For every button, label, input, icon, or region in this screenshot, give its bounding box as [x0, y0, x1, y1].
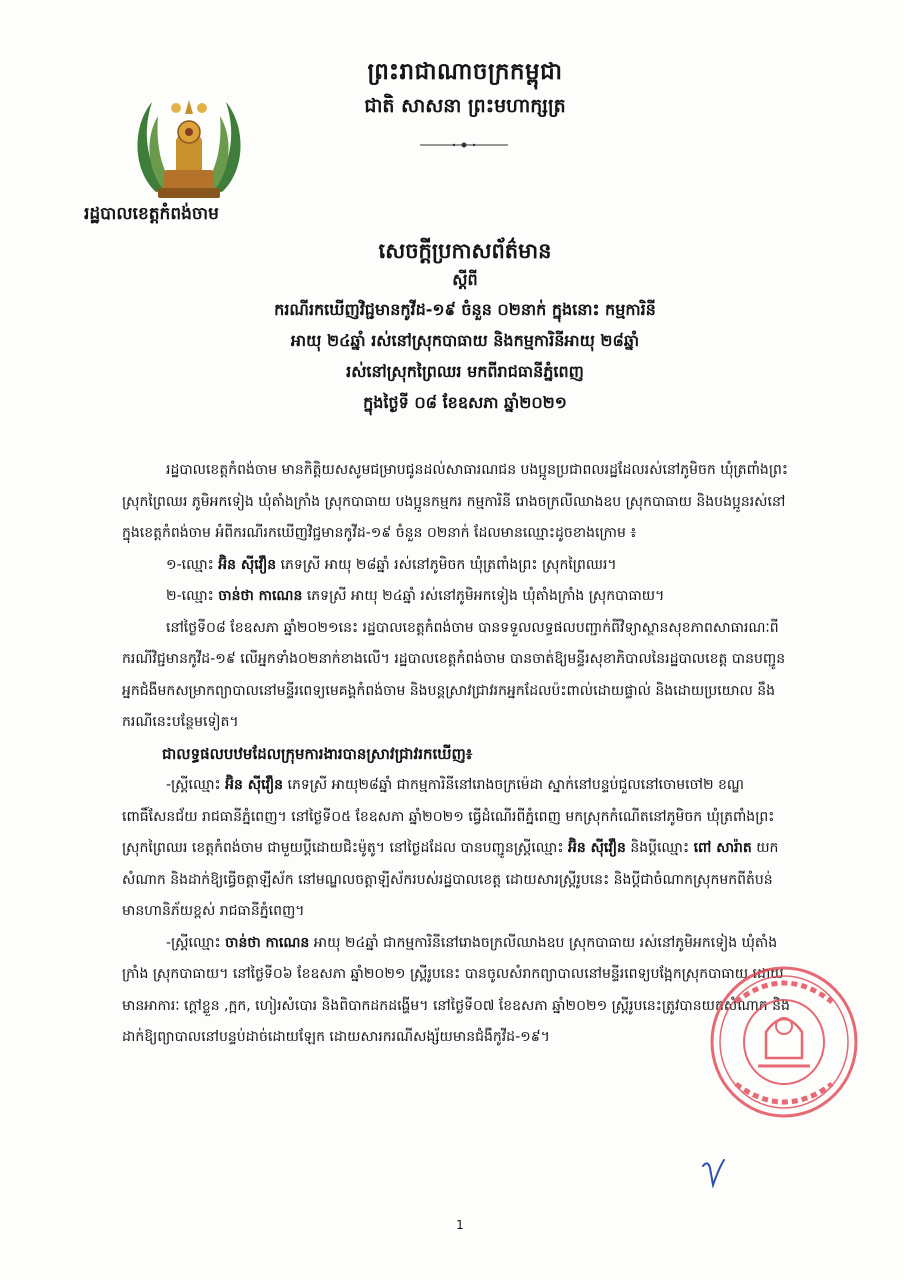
- findings-heading: ជាលទ្ធផលបឋមដែលក្រុមការងារបានស្រាវជ្រាវរកឃើញ៖: [162, 744, 473, 763]
- document-title-block: [140, 236, 790, 418]
- results-paragraph: នៅថ្ងៃទី០៨ ខែឧសភា ឆ្នាំ២០២១នេះ រដ្ឋបាលខេត្តកំពង់ចាម បានទទួលលទ្ធផលបញ្ជាក់ពីវិទ្យាស្ថានសុខភាពសាធារណៈពីករណីវិជ្ជមានកូវីដ-១៩ លើអ្នកទាំង០២នាក់ខាងលើ។ រដ្ឋបាលខេត្តកំពង់ចាម បានចាត់ឱ្យមន្ទីរសុខាភិបាលនៃរដ្ឋបាលខេត្ត បានបញ្ជូនអ្នកជំងឺមកសម្រាកព្យាបាលនៅមន្ទីរពេទ្យមេគង្គកំពង់ចាម និងបន្តស្រាវជ្រាវរកអ្នកដែលប៉ះពាល់ដោយផ្ទាល់ និងដោយប្រយោល នឹងករណីនេះបន្ថែមទៀត។: [122, 619, 786, 730]
- national-motto: ជាតិ សាសនា ព្រះមហាក្សត្រ: [364, 95, 566, 117]
- intro-paragraph: រដ្ឋបាលខេត្តកំពង់ចាម មានកិត្តិយសសូមជម្រាបជូនដល់សាធារណជន បងប្អូនប្រជាពលរដ្ឋដែលរស់នៅភូមិចក ឃុំត្រពាំងព្រះ ស្រុកព្រៃឈរ ភូមិអកទៀង ឃុំតាំងក្រាំង ស្រុកបាធាយ បងប្អូនកម្មករ កម្មការិនី រោងចក្រលីឈាងឧប ស្រុកបាធាយ និងបងប្អូនរស់នៅក្នុងខេត្តកំពង់ចាម អំពីករណីរកឃើញវិជ្ជមានកូវីដ-១៩ ចំនួន ០២នាក់ ដែលមានឈ្មោះដូចខាងក្រោម ៖: [122, 462, 789, 541]
- title-line: ករណីរកឃើញវិជ្ជមានកូវីដ-១៩ ចំនួន ០២នាក់ ក្នុងនោះ កម្មការិនី: [274, 300, 656, 319]
- case-name: ចាន់ថា កាណេន: [218, 588, 303, 604]
- page-number: 1: [456, 1218, 464, 1232]
- kingdom-heading: ព្រះរាជាណាចក្រកម្ពុជា: [367, 59, 563, 85]
- document-body: [122, 455, 794, 1054]
- case-detail-1: -ស្ត្រីឈ្មោះ អ៊ិន ស៊ីវឿន ភេទស្រី អាយុ២៨ឆ្នាំ ជាកម្មការិនីនៅរោងចក្រម៉េដា ស្នាក់នៅបន្ទប់ជួលនៅចោមចៅ២ ខណ្ឌពោធិ៍សែនជ័យ រាជធានីភ្នំពេញ។ នៅថ្ងៃទី០៥ ខែឧសភា ឆ្នាំ២០២១ ធ្វើដំណើរពីភ្នំពេញ មកស្រុកកំណើតនៅភូមិចក ឃុំត្រពាំងព្រះ ស្រុកព្រៃឈរ ខេត្តកំពង់ចាម ជាមួយប្តីដោយជិះម៉ូតូ។ នៅថ្ងៃដដែល បានបញ្ជូនស្ត្រីឈ្មោះ អ៊ិន ស៊ីវឿន និងប្តីឈ្មោះ ពៅ សារ៉ាត យកសំណាក និងដាក់ឱ្យធ្វើចត្តាឡីស័ក នៅមណ្ឌលចត្តាឡីស័ករបស់រដ្ឋបាលខេត្ត ដោយសារស្ត្រីរូបនេះ និងប្តីជាចំណាកស្រុកមកពីតំបន់មានហានិភ័យខ្ពស់ រាជធានីភ្នំពេញ។: [122, 777, 779, 919]
- case-entry-1: ១-ឈ្មោះ អ៊ិន ស៊ីវឿន ភេទស្រី អាយុ ២៨ឆ្នាំ រស់នៅភូមិចក ឃុំត្រពាំងព្រះ ស្រុកព្រៃឈរ។: [166, 556, 617, 573]
- official-seal-stamp-icon: [706, 962, 862, 1122]
- title-line: អាយុ ២៤ឆ្នាំ រស់នៅស្រុកបាធាយ និងកម្មការិនីអាយុ ២៨ឆ្នាំ: [290, 331, 640, 350]
- case-detail-2: -ស្ត្រីឈ្មោះ ចាន់ថា កាណេន អាយុ ២៤ឆ្នាំ ជាកម្មការិនីនៅរោងចក្រលីឈាងឧប ស្រុកបាធាយ រស់នៅភូមិអកទៀង ឃុំតាំងក្រាំង ស្រុកបាធាយ។ នៅថ្ងៃទី០៦ ខែឧសភា ឆ្នាំ២០២១ ស្ត្រីរូបនេះ បានចូលសំរាកព្យាបាលនៅមន្ទីរពេទ្យបង្អែកស្រុកបាធាយ ដោយមានអាការៈ ក្តៅខ្លួន ,ក្អក, ហៀរសំបោរ និងពិបាកដកដង្ហើម។ នៅថ្ងៃទី០៧ ខែឧសភា ឆ្នាំ២០២១ ស្ត្រីរូបនេះត្រូវបានយកសំណាក និងដាក់ឱ្យព្យាបាលនៅបន្ទប់ដាច់ដោយឡែក ដោយសារករណីសង្ស័យមានជំងឺកូវីដ-១៩។: [122, 934, 790, 1045]
- title-about-label: ស្តីពី: [452, 270, 478, 289]
- case-entry-2: ២-ឈ្មោះ ចាន់ថា កាណេន ភេទស្រី អាយុ ២៤ឆ្នាំ រស់នៅភូមិអកទៀង ឃុំតាំងក្រាំង ស្រុកបាធាយ។: [166, 588, 665, 604]
- issuing-authority: រដ្ឋបាលខេត្តកំពង់ចាម: [84, 204, 219, 224]
- title-line: រស់នៅស្រុកព្រៃឈរ មកពីរាជធានីភ្នំពេញ: [346, 362, 584, 381]
- case-name: អ៊ិន ស៊ីវឿន: [218, 556, 277, 573]
- handwritten-initial-icon: [700, 1158, 726, 1188]
- provincial-emblem-icon: [128, 92, 250, 204]
- announcement-title: សេចក្តីប្រកាសព័ត៌មាន: [378, 239, 552, 263]
- title-line: ក្នុងថ្ងៃទី ០៨ ខែឧសភា ឆ្នាំ២០២១: [363, 393, 567, 412]
- ornament-divider: [418, 140, 510, 150]
